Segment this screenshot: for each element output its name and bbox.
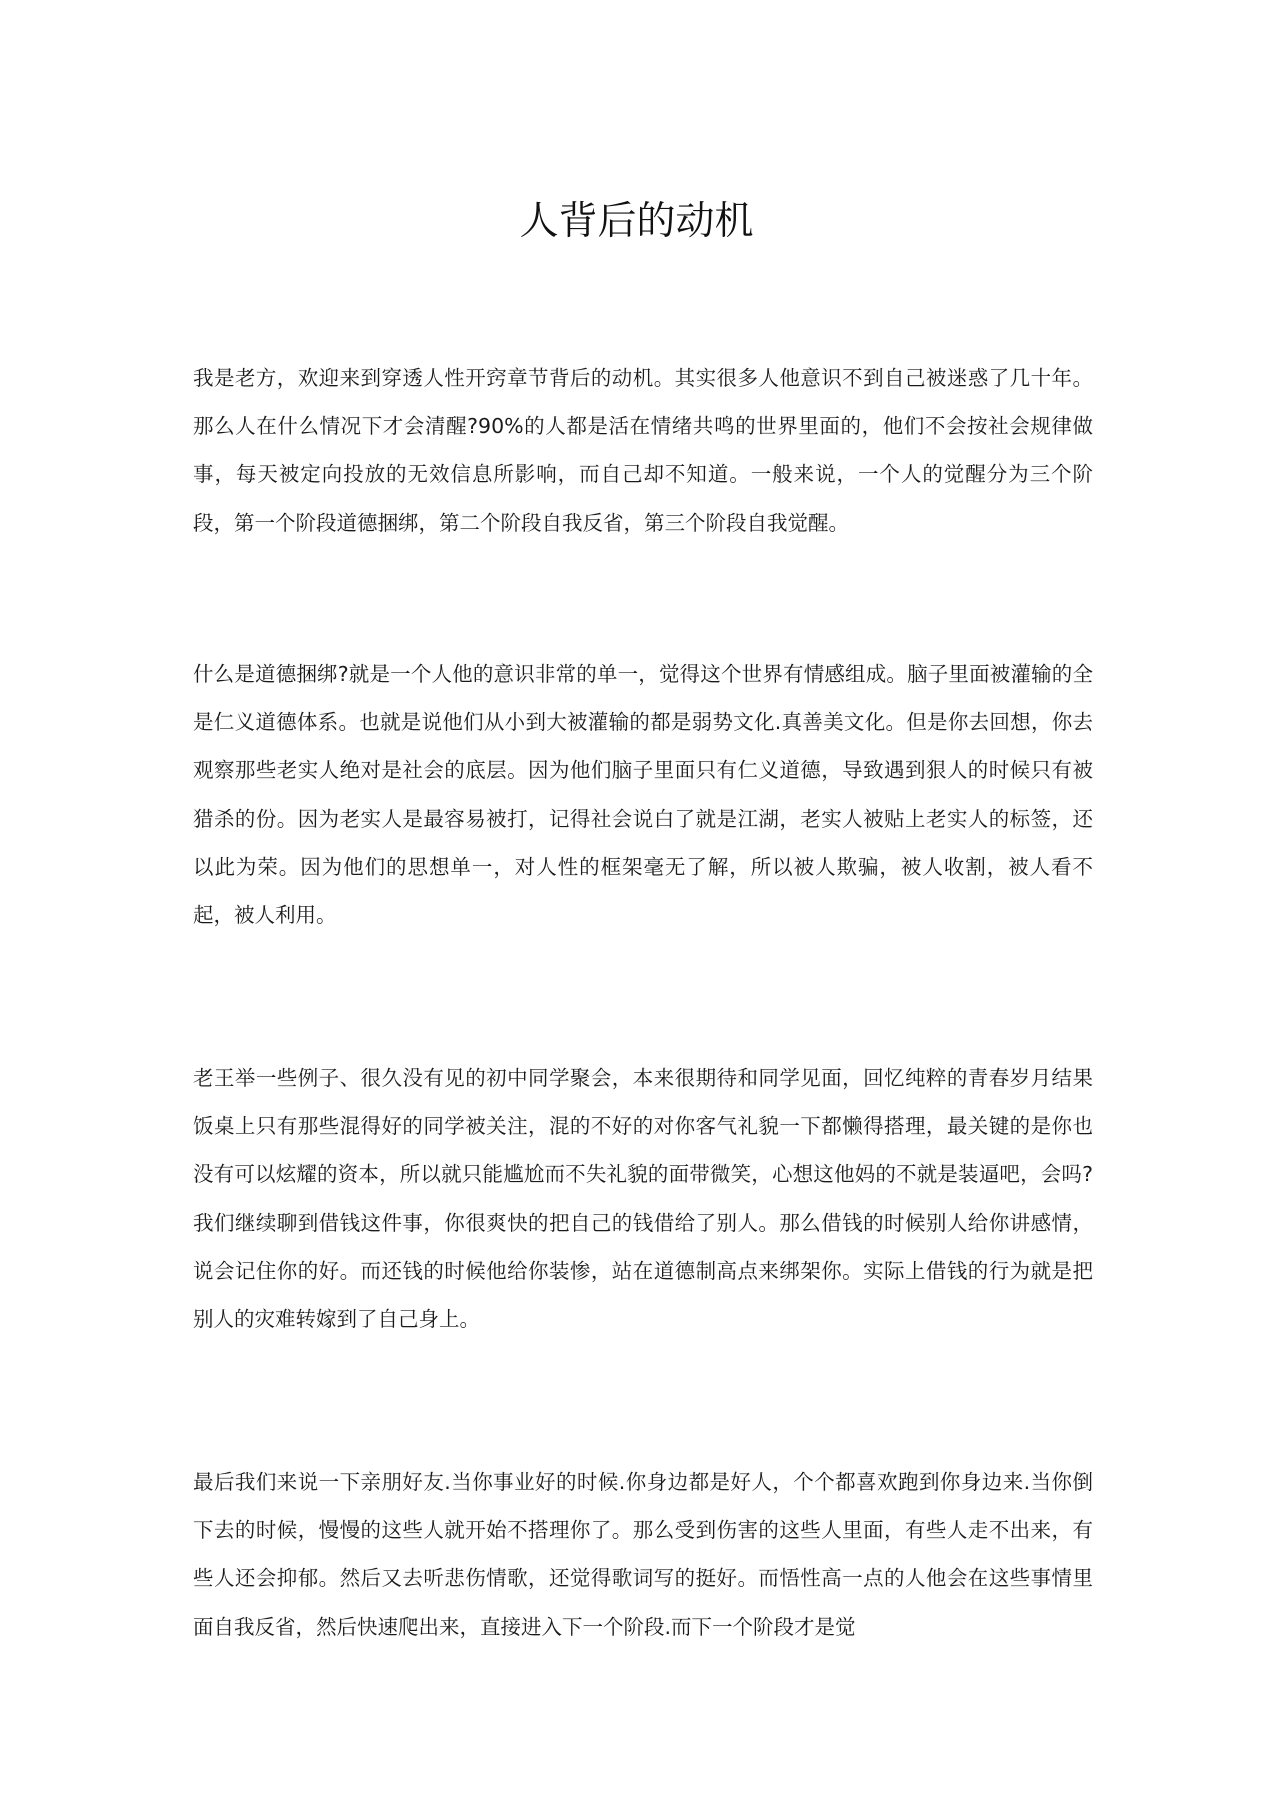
document-title: 人背后的动机 [519, 199, 754, 244]
paragraph-friends-and-family: 最后我们来说一下亲朋好友.当你事业好的时候.你身边都是好人，个个都喜欢跑到你身边来.当你倒下去的时候，慢慢的这些人就开始不搭理你了。那么受到伤害的这些人里面，有些人走不出来，有些人还会抑郁。然后又去听悲伤情歌，还觉得歌词写的挺好。而悟性高一点的人他会在这些事情里面自我反省，然后快速爬出来，直接进入下一个阶段.而下一个阶段才是觉 [193, 1470, 1093, 1639]
paragraph-examples: 老王举一些例子、很久没有见的初中同学聚会，本来很期待和同学见面，回忆纯粹的青春岁月结果饭桌上只有那些混得好的同学被关注，混的不好的对你客气礼貌一下都懒得搭理，最关键的是你也没有可以炫耀的资本，所以就只能尴尬而不失礼貌的面带微笑，心想这他妈的不就是装逼吧，会吗?我们继续聊到借钱这件事，你很爽快的把自己的钱借给了别人。那么借钱的时候别人给你讲感情，说会记住你的好。而还钱的时候他给你装惨，站在道德制高点来绑架你。实际上借钱的行为就是把别人的灾难转嫁到了自己身上。 [193, 1066, 1093, 1332]
paragraph-intro: 我是老方，欢迎来到穿透人性开窍章节背后的动机。其实很多人他意识不到自己被迷惑了几十年。那么人在什么情况下才会清醒?90%的人都是活在情绪共鸣的世界里面的，他们不会按社会规律做事，每天被定向投放的无效信息所影响，而自己却不知道。一般来说，一个人的觉醒分为三个阶段，第一个阶段道德捆绑，第二个阶段自我反省，第三个阶段自我觉醒。 [193, 366, 1093, 535]
paragraph-moral-binding: 什么是道德捆绑?就是一个人他的意识非常的单一，觉得这个世界有情感组成。脑子里面被灌输的全是仁义道德体系。也就是说他们从小到大被灌输的都是弱势文化.真善美文化。但是你去回想，你去观察那些老实人绝对是社会的底层。因为他们脑子里面只有仁义道德，导致遇到狠人的时候只有被猎杀的份。因为老实人是最容易被打，记得社会说白了就是江湖，老实人被贴上老实人的标签，还以此为荣。因为他们的思想单一，对人性的框架毫无了解，所以被人欺骗，被人收割，被人看不起，被人利用。 [193, 662, 1093, 928]
